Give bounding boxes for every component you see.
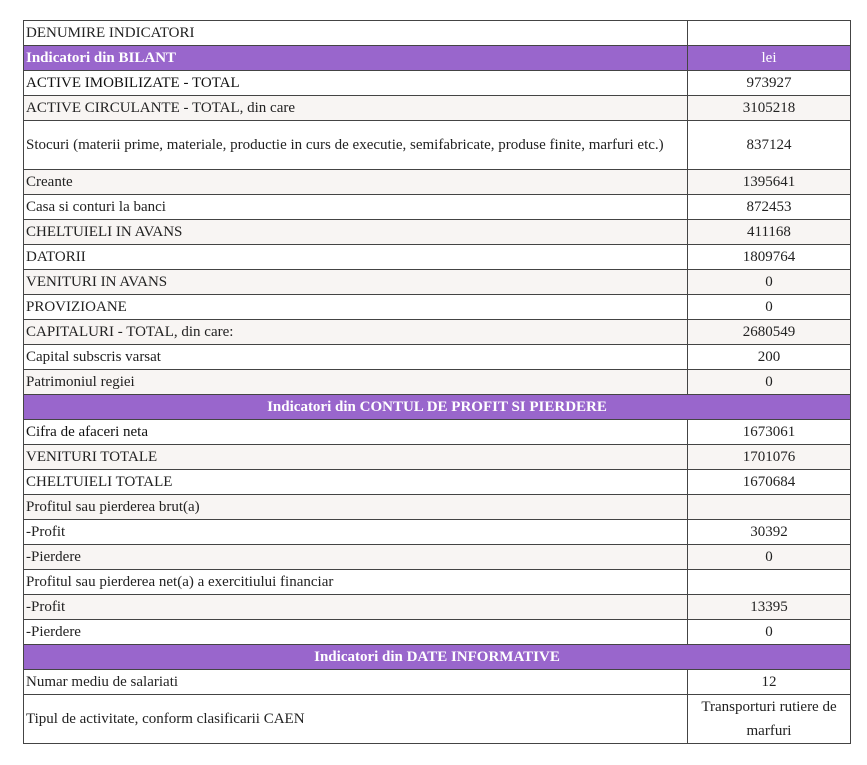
row-value: [688, 495, 851, 520]
table-row: [24, 295, 851, 320]
row-label: -Profit: [24, 520, 688, 545]
table-row: [24, 370, 851, 395]
table-row: [24, 495, 851, 520]
row-value: Transporturi rutiere de marfuri: [688, 695, 851, 744]
table-row: [24, 121, 851, 170]
row-label: Profitul sau pierderea net(a) a exercitiului financiar: [24, 570, 688, 595]
row-label: Capital subscris varsat: [24, 345, 688, 370]
row-label: -Pierdere: [24, 620, 688, 645]
row-value: 837124: [688, 121, 851, 170]
bilant-header-label: Indicatori din BILANT: [24, 46, 688, 71]
row-label: Cifra de afaceri neta: [24, 420, 688, 445]
row-value: 13395: [688, 595, 851, 620]
row-value: 3105218: [688, 96, 851, 121]
table-row: [24, 96, 851, 121]
row-value: 12: [688, 670, 851, 695]
row-value: 1809764: [688, 245, 851, 270]
table-row: [24, 170, 851, 195]
row-value: 1395641: [688, 170, 851, 195]
column-header-label: DENUMIRE INDICATORI: [24, 21, 688, 46]
column-header-value: [688, 21, 851, 46]
indicators-table-container: [23, 20, 850, 744]
table-row: [24, 220, 851, 245]
row-value: 0: [688, 620, 851, 645]
row-value: [688, 570, 851, 595]
row-value: 0: [688, 295, 851, 320]
row-label: CAPITALURI - TOTAL, din care:: [24, 320, 688, 345]
row-label: CHELTUIELI IN AVANS: [24, 220, 688, 245]
table-row: [24, 445, 851, 470]
row-label: ACTIVE CIRCULANTE - TOTAL, din care: [24, 96, 688, 121]
row-value: 1670684: [688, 470, 851, 495]
row-value: 200: [688, 345, 851, 370]
table-row: [24, 670, 851, 695]
bilant-header-unit: lei: [688, 46, 851, 71]
info-section-header: Indicatori din DATE INFORMATIVE: [24, 645, 851, 670]
table-row: [24, 520, 851, 545]
table-row: [24, 695, 851, 744]
row-value: 30392: [688, 520, 851, 545]
table-row: [24, 470, 851, 495]
row-label: Patrimoniul regiei: [24, 370, 688, 395]
table-row: [24, 320, 851, 345]
row-value: 2680549: [688, 320, 851, 345]
table-row: [24, 420, 851, 445]
profit-section-header: Indicatori din CONTUL DE PROFIT SI PIERDERE: [24, 395, 851, 420]
row-label: Tipul de activitate, conform clasificarii CAEN: [24, 695, 688, 744]
info-section-header-row: [24, 645, 851, 670]
row-value: 411168: [688, 220, 851, 245]
row-label: DATORII: [24, 245, 688, 270]
bilant-header-row: [24, 46, 851, 71]
row-label: Creante: [24, 170, 688, 195]
row-label: Numar mediu de salariati: [24, 670, 688, 695]
table-row: [24, 345, 851, 370]
row-label: CHELTUIELI TOTALE: [24, 470, 688, 495]
row-value: 0: [688, 270, 851, 295]
row-value: 973927: [688, 71, 851, 96]
row-value: 1701076: [688, 445, 851, 470]
row-label: VENITURI TOTALE: [24, 445, 688, 470]
table-row: [24, 71, 851, 96]
row-value: 0: [688, 545, 851, 570]
table-row: [24, 270, 851, 295]
table-row: [24, 595, 851, 620]
row-label: -Pierdere: [24, 545, 688, 570]
row-label: PROVIZIOANE: [24, 295, 688, 320]
row-label: Casa si conturi la banci: [24, 195, 688, 220]
row-value: 1673061: [688, 420, 851, 445]
row-value: 0: [688, 370, 851, 395]
row-label: VENITURI IN AVANS: [24, 270, 688, 295]
table-row: [24, 245, 851, 270]
table-title-row: [24, 21, 851, 46]
table-row: [24, 195, 851, 220]
row-label: Stocuri (materii prime, materiale, productie in curs de executie, semifabricate, produse finite, marfuri etc.): [24, 121, 688, 170]
row-value: 872453: [688, 195, 851, 220]
table-row: [24, 620, 851, 645]
profit-section-header-row: [24, 395, 851, 420]
row-label: Profitul sau pierderea brut(a): [24, 495, 688, 520]
indicators-table: [23, 20, 851, 744]
row-label: -Profit: [24, 595, 688, 620]
table-row: [24, 570, 851, 595]
table-row: [24, 545, 851, 570]
row-label: ACTIVE IMOBILIZATE - TOTAL: [24, 71, 688, 96]
